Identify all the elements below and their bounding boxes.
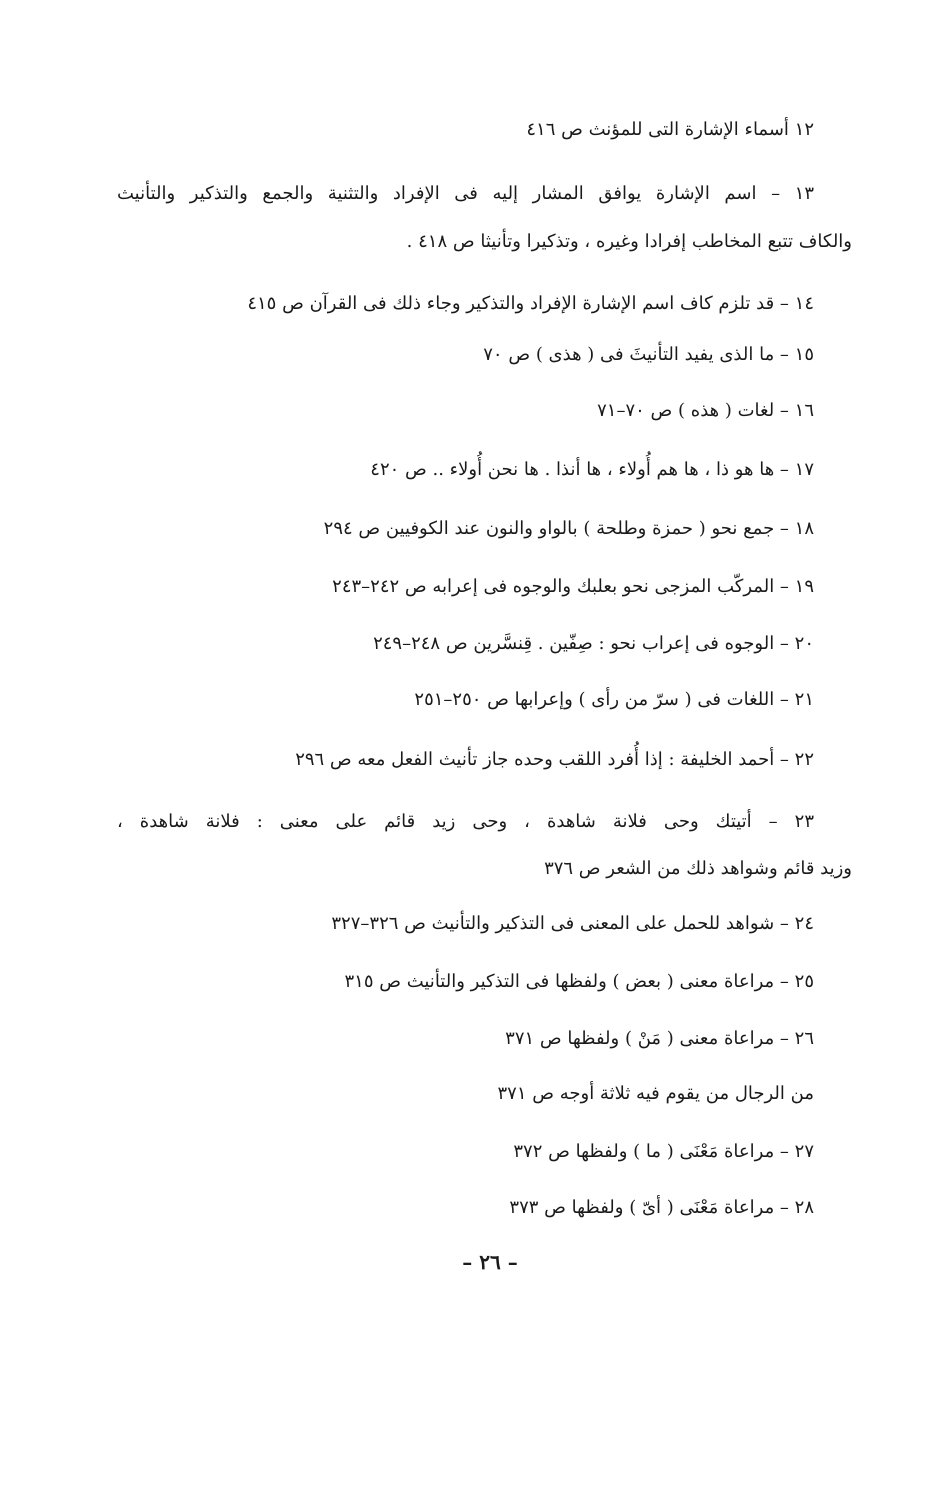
entry-12: ١٢ أسماء الإشارة التى للمؤنث ص ٤١٦: [526, 119, 814, 140]
page-number: – ٢٦ –: [462, 1250, 518, 1274]
entry-24: ٢٤ – شواهد للحمل على المعنى فى التذكير والتأنيث ص ٣٢٦–٣٢٧: [331, 913, 814, 934]
entry-13-line-2: والكاف تتبع المخاطب إفرادا وغيره ، وتذكيرا وتأنيثا ص ٤١٨ .: [406, 231, 852, 252]
entry-14: ١٤ – قد تلزم كاف اسم الإشارة الإفراد والتذكير وجاء ذلك فى القرآن ص ٤١٥: [247, 293, 814, 314]
entry-26-sub: من الرجال من يقوم فيه ثلاثة أوجه ص ٣٧١: [497, 1083, 814, 1104]
entry-20: ٢٠ – الوجوه فى إعراب نحو : صِفّين . قِنسَّرين ص ٢٤٨–٢٤٩: [373, 633, 814, 654]
entry-27: ٢٧ – مراعاة مَعْنَى ( ما ) ولفظها ص ٣٧٢: [513, 1141, 814, 1162]
entry-19: ١٩ – المركّب المزجى نحو بعلبك والوجوه فى إعرابه ص ٢٤٢–٢٤٣: [332, 576, 814, 597]
entry-23-line-1: ٢٣ – أتيتك وحى فلانة شاهدة ، وحى زيد قائم على معنى : فلانة شاهدة ،: [117, 811, 814, 832]
entry-15: ١٥ – ما الذى يفيد التأنيثَ فى ( هذى ) ص ٧٠: [483, 344, 814, 365]
entry-28: ٢٨ – مراعاة مَعْنَى ( أىّ ) ولفظها ص ٣٧٣: [509, 1197, 814, 1218]
entry-25: ٢٥ – مراعاة معنى ( بعض ) ولفظها فى التذكير والتأنيث ص ٣١٥: [344, 971, 814, 992]
entry-21: ٢١ – اللغات فى ( سرّ من رأى ) وإعرابها ص ٢٥٠–٢٥١: [414, 689, 814, 710]
entry-26: ٢٦ – مراعاة معنى ( مَنْ ) ولفظها ص ٣٧١: [505, 1028, 814, 1049]
entry-23-line-2: وزيد قائم وشواهد ذلك من الشعر ص ٣٧٦: [544, 858, 852, 879]
entry-22: ٢٢ – أحمد الخليفة : إذا أُفرد اللقب وحده جاز تأنيث الفعل معه ص ٢٩٦: [295, 749, 814, 770]
entry-16: ١٦ – لغات ( هذه ) ص ٧٠–٧١: [597, 400, 814, 421]
entry-13-line-1: ١٣ – اسم الإشارة يوافق المشار إليه فى الإفراد والتثنية والجمع والتذكير والتأنيث: [117, 183, 814, 204]
entry-18: ١٨ – جمع نحو ( حمزة وطلحة ) بالواو والنون عند الكوفيين ص ٢٩٤: [323, 518, 814, 539]
entry-17: ١٧ – ها هو ذا ، ها هم أُولاء ، ها أنذا . ها نحن أُولاء .. ص ٤٢٠: [370, 459, 814, 480]
